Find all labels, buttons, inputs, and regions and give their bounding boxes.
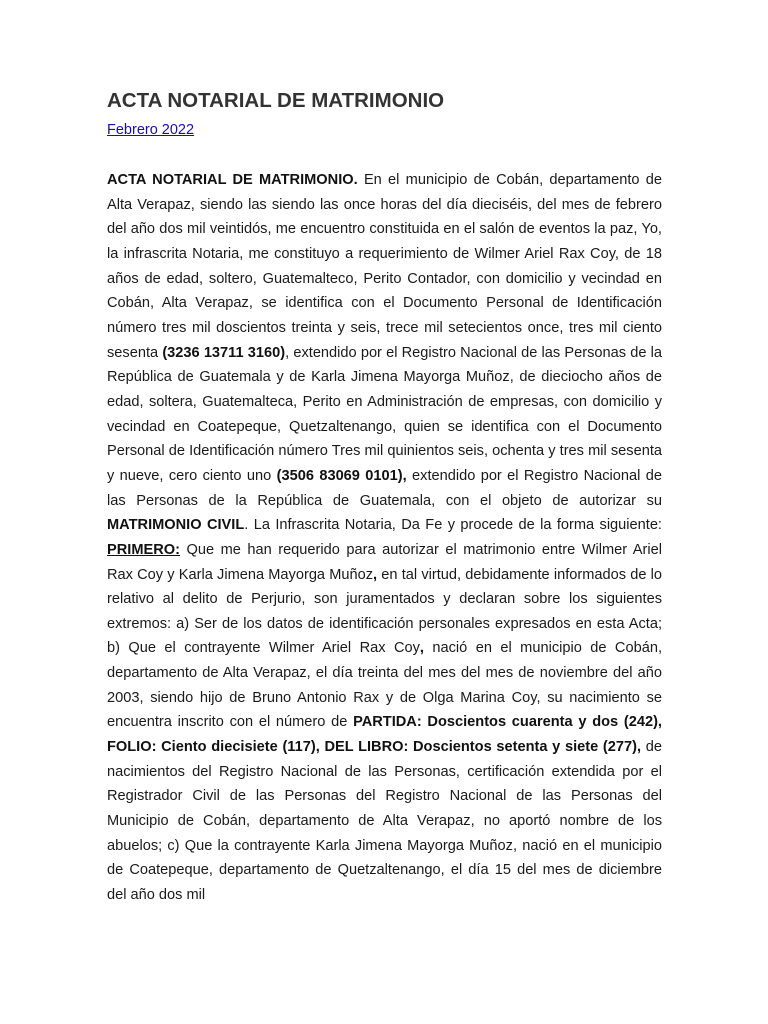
text-run: En el municipio de Cobán, departamento de Alta Verapaz, siendo las siendo las once horas del día dieciséis, del mes de febrero del año dos mil veintidós, me encuentro constituida en el salón de eventos la paz, Yo, la infrascrita Notaria, me constituyo a requerimiento de Wilmer Ariel Rax Coy, de 18 años de edad, soltero, Guatemalteco, Perito Contador, con domicilio y vecindad en Cobán, Alta Verapaz, se identifica con el Documento Personal de Identificación número tres mil doscientos treinta y seis, trece mil setecientos once, tres mil ciento sesenta xyxy=(107,172,662,361)
document-body-paragraph xyxy=(107,168,662,908)
text-run: , extendido por el Registro Nacional de las Personas de la República de Guatemala y de Karla Jimena Mayorga Muñoz, de dieciocho años de edad, soltera, Guatemalteca, Perito en Administración de empresas, con domicilio y vecindad en Coatepeque, Quetzaltenango, quien se identifica con el Documento Personal de Identificación número Tres mil quinientos seis, ochenta y tres mil sesenta y nueve, cero ciento uno xyxy=(107,344,662,484)
bold-text-run xyxy=(107,542,180,558)
date-link[interactable]: Febrero 2022 xyxy=(107,122,195,138)
bold-text-run: , xyxy=(373,566,378,583)
bold-text-run: ACTA NOTARIAL DE MATRIMONIO. xyxy=(107,172,358,188)
text-run: en tal virtud, debidamente informados de lo relativo al delito de Perjurio, son juramentados y declaran sobre los siguientes extremos: a) Ser de los datos de identificación personales expresados en esta Acta; b) Que el contrayente Wilmer Ariel Rax Coy xyxy=(107,566,662,657)
bold-text-run: (3236 13711 3160) xyxy=(162,344,286,361)
text-run: de nacimientos del Registro Nacional de las Personas, certificación extendida por el Registrador Civil de las Personas del Registro Nacional de las Personas del Municipio de Cobán, departamento de Alta Verapaz, no aportó nombre de los abuelos; c) Que la contrayente Karla Jimena Mayorga Muñoz, nació en el municipio de Coatepeque, departamento de Quetzaltenango, el día 15 del mes de diciembre del año dos mil xyxy=(107,739,662,904)
text-run: nació en el municipio de Cobán, departamento de Alta Verapaz, el día treinta del mes del mes de noviembre del año 2003, siendo hijo de Bruno Antonio Rax y de Olga Marina Coy, su nacimiento se encuentra inscrito con el número de xyxy=(107,640,662,731)
underlined-heading-run: PRIMERO: xyxy=(107,541,180,558)
text-run: Que me han requerido para autorizar el matrimonio entre Wilmer Ariel Rax Coy y Karla Jimena Mayorga Muñoz xyxy=(107,541,662,583)
text-run: . La Infrascrita Notaria, Da Fe y procede de la forma siguiente: xyxy=(244,517,662,534)
bold-text-run: (3506 83069 0101), xyxy=(276,467,407,484)
text-run: extendido por el Registro Nacional de las Personas de la República de Guatemala, con el objeto de autorizar su xyxy=(107,467,662,509)
bold-text-run: MATRIMONIO CIVIL xyxy=(107,517,245,534)
bold-text-run: PARTIDA: Doscientos cuarenta y dos (242), FOLIO: Ciento diecisiete (117), DEL LIBRO: Doscientos setenta y siete (277), xyxy=(107,714,662,756)
bold-text-run: , xyxy=(419,640,424,657)
document-title: ACTA NOTARIAL DE MATRIMONIO xyxy=(107,89,445,112)
